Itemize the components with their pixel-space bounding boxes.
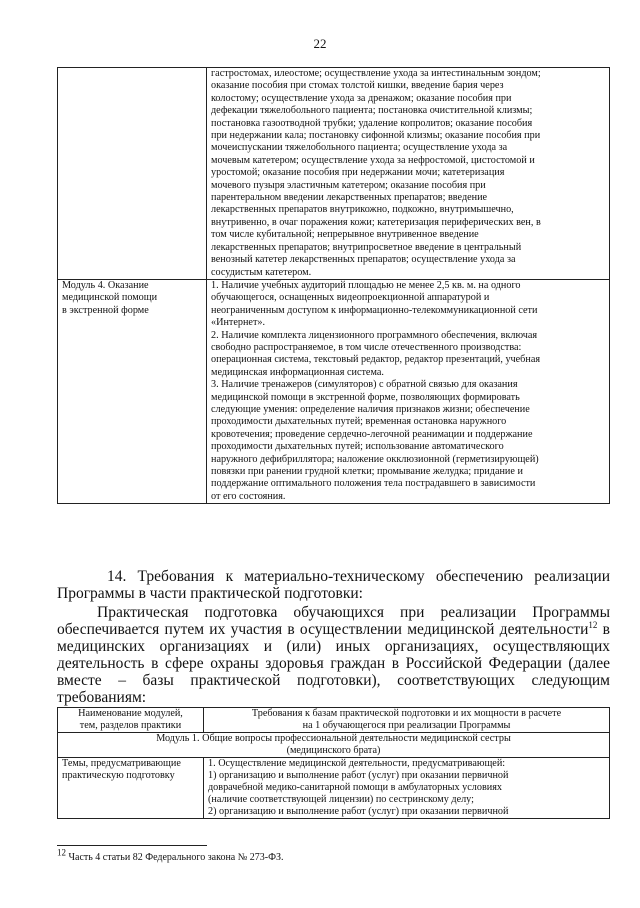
text-line: лекарственных препаратов; внутрипросветное введение в центральный — [211, 241, 522, 253]
section-14-heading: 14. Требования к материально-техническому обеспечению реализации Программы в части практической подготовки: — [57, 568, 610, 602]
text-line: медицинской помощи в экстренной форме, позволяющих формировать — [211, 391, 520, 403]
practice-bases-table — [57, 707, 610, 819]
practice-text-a: Практическая подготовка обучающихся при реализации Программы обеспечивается путем их участия в осуществлении медицинской деятельности — [57, 604, 610, 638]
table-row — [58, 68, 610, 280]
practice-paragraph — [57, 604, 610, 706]
requirements-cell — [207, 279, 610, 503]
text-line: наружного дефибриллятора; наложение окклюзионной (герметизирующей) — [211, 453, 539, 465]
footnote-divider — [57, 845, 207, 846]
text-line: дефекации тяжелобольного пациента; постановка очистительной клизмы; — [211, 105, 533, 117]
module-line: (медицинского брата) — [286, 745, 381, 756]
text-line: мочевым катетером; осуществление ухода за нефростомой, цистостомой и — [211, 154, 535, 166]
text-line: следующие умения: определение наличия признаков жизни; обеспечение — [211, 403, 530, 415]
text-line: венозный катетер лекарственных препаратов; осуществление ухода за — [211, 254, 516, 266]
text-line: 1. Наличие учебных аудиторий площадью не менее 2,5 кв. м. на одного — [211, 279, 521, 291]
header-modules — [58, 708, 204, 733]
text-line: мочеиспускании тяжелобольного пациента; осуществление ухода за — [211, 142, 508, 154]
text-line: том числе кубитальной; непрерывное внутривенное введение — [211, 229, 479, 241]
text-line: «Интернет». — [211, 317, 266, 329]
text-line: при недержании кала; постановку сифонной клизмы; оказание пособия при — [211, 130, 541, 142]
text-line: гастростомах, илеостоме; осуществление ухода за интестинальным зондом; — [211, 68, 541, 79]
module-cell-empty — [58, 68, 207, 280]
text-line: свободно распространяемое, в том числе отечественного производства: — [211, 341, 522, 353]
text-line: 1) организацию и выполнение работ (услуг) при оказании первичной — [208, 770, 509, 781]
topic-line: практическую подготовку — [62, 770, 175, 781]
table-row — [58, 279, 610, 503]
module-name-line: медицинской помощи — [62, 292, 158, 304]
topic-line: Темы, предусматривающие — [62, 758, 181, 769]
footnote — [57, 847, 284, 863]
header-line: Требования к базам практической подготовки и их мощности в расчете — [251, 708, 562, 719]
topics-cell — [58, 758, 204, 819]
table-header-row — [58, 708, 610, 733]
header-requirements — [204, 708, 610, 733]
text-line: неограниченным доступом к информационно-телекоммуникационной сети — [211, 304, 538, 316]
footnote-text: Часть 4 статьи 82 Федерального закона № 273-ФЗ. — [66, 852, 284, 863]
text-line: медицинская информационная система. — [211, 366, 384, 378]
text-line: оказание пособия при стомах толстой кишки, введение бария через — [211, 80, 504, 92]
text-line: от его состояния. — [211, 490, 286, 502]
header-line: Наименование модулей, — [78, 708, 183, 719]
footnote-ref: 12 — [588, 619, 598, 630]
table-row — [58, 758, 610, 819]
practice-requirements-cell — [204, 758, 610, 819]
equipment-table — [57, 67, 610, 504]
header-line: тем, разделов практики — [79, 720, 182, 731]
page-number: 22 — [313, 36, 327, 51]
module-name-line: в экстренной форме — [62, 304, 149, 316]
practice-text-b: в медицинских организациях и (или) иных организациях, осуществляющих деятельность в сфере охраны здоровья граждан в Российской Федерации (далее вместе – базы практической подготовки), соответствующих следующим требованиям: — [57, 621, 610, 706]
text-line: постановка газоотводной трубки; удаление копролитов; оказание пособия — [211, 117, 533, 129]
text-line: 2. Наличие комплекта лицензионного программного обеспечения, включая — [211, 329, 538, 341]
requirements-cell — [207, 68, 610, 280]
text-line: обучающегося, оснащенных видеопроекционной аппаратурой и — [211, 292, 490, 304]
text-line: поддержание оптимального положения тела пострадавшего в зависимости — [211, 478, 536, 490]
module-1-row — [58, 733, 610, 758]
module-name-line: Модуль 4. Оказание — [62, 279, 149, 291]
module-cell — [58, 279, 207, 503]
text-line: уростомой; оказание пособия при недержании мочи; катетеризация — [211, 167, 505, 179]
text-line: внутривенно, в очаг поражения кожи; катетеризация периферических вен, в — [211, 216, 541, 228]
table-row — [58, 733, 610, 758]
text-line: лекарственных препаратов внутрикожно, подкожно, внутримышечно, — [211, 204, 514, 216]
text-line: (наличие соответствующей лицензии) по сестринскому делу; — [208, 794, 474, 805]
text-line: сосудистым катетером. — [211, 266, 312, 278]
text-line: проходимости дыхательных путей; использование автоматического — [211, 441, 504, 453]
text-line: проходимости дыхательных путей; временная остановка наружного — [211, 416, 507, 428]
text-line: 3. Наличие тренажеров (симуляторов) с обратной связью для оказания — [211, 379, 518, 391]
text-line: 1. Осуществление медицинской деятельности, предусматривающей: — [208, 758, 506, 769]
text-line: 2) организацию и выполнение работ (услуг) при оказании первичной — [208, 806, 509, 817]
text-line: колостому; осуществление ухода за дренажом; оказание пособия при — [211, 92, 512, 104]
text-line: мочевого пузыря эластичным катетером; оказание пособия при — [211, 179, 486, 191]
footnote-number: 12 — [57, 847, 66, 858]
text-line: парентеральном введении лекарственных препаратов; введение — [211, 192, 488, 204]
text-line: доврачебной медико-санитарной помощи в амбулаторных условиях — [208, 782, 502, 793]
text-line: кровотечения; проведение сердечно-легочной реанимации и поддержание — [211, 428, 533, 440]
text-line: повязки при ранении грудной клетки; промывание желудка; придание и — [211, 466, 523, 477]
text-line: операционная система, текстовый редактор, редактор презентаций, учебная — [211, 354, 541, 366]
header-line: на 1 обучающегося при реализации Программы — [302, 720, 511, 731]
module-line: Модуль 1. Общие вопросы профессиональной деятельности медицинской сестры — [156, 733, 511, 744]
